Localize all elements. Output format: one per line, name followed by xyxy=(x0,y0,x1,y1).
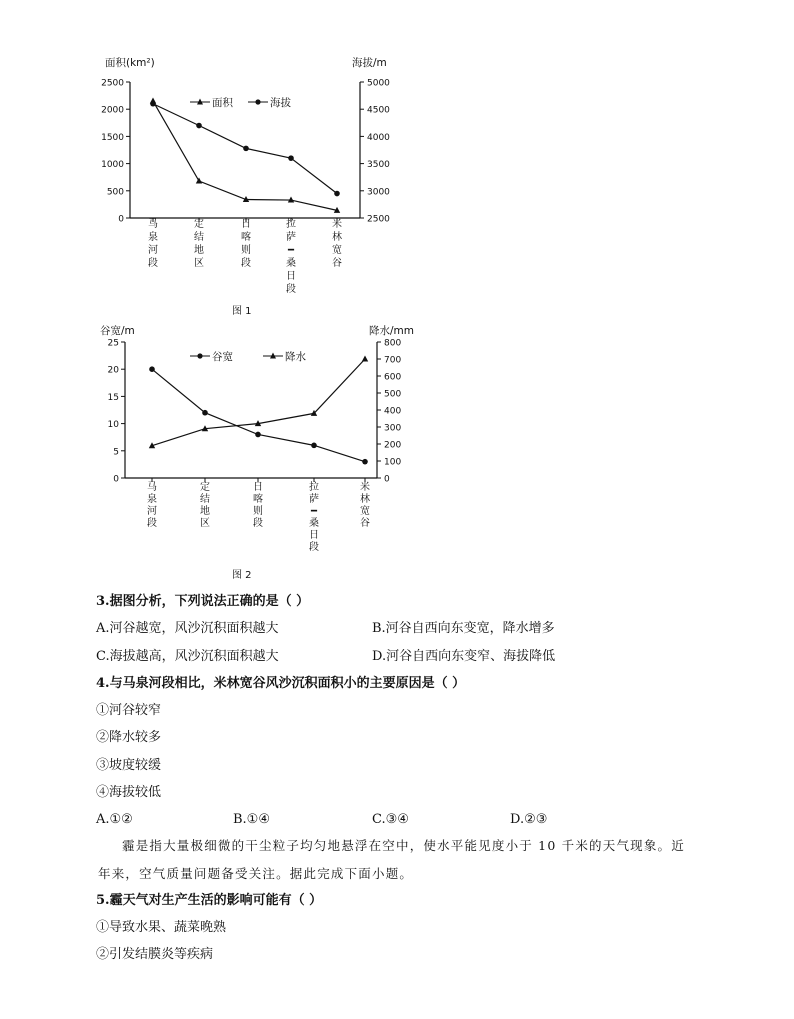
left-tick-label: 2500 xyxy=(101,78,124,89)
left-tick-label: 1500 xyxy=(101,132,124,143)
question-5-stem: 5.霾天气对生产生活的影响可能有（ ） xyxy=(96,893,323,908)
category-label-char: 日 xyxy=(241,219,251,230)
left-tick-label: 10 xyxy=(107,420,119,431)
category-label-char: 段 xyxy=(253,518,263,529)
category-label-char: 泉 xyxy=(148,232,158,243)
category-label-char: 日 xyxy=(309,530,319,541)
right-tick-label: 200 xyxy=(384,440,402,451)
category-label-char: 河 xyxy=(148,245,158,256)
data-point-circle xyxy=(150,101,156,107)
right-axis-title: 降水/mm xyxy=(369,325,414,337)
category-label-char: 桑 xyxy=(286,258,296,269)
data-point-circle xyxy=(334,191,340,197)
right-axis-title: 海拔/m xyxy=(352,57,387,69)
data-point-circle xyxy=(149,366,155,372)
q4-item-4: ④海拔较低 xyxy=(96,785,162,800)
legend-marker-circle xyxy=(197,353,202,358)
category-label-char: 桑 xyxy=(309,518,319,529)
legend-marker-circle xyxy=(255,99,260,104)
left-tick-label: 0 xyxy=(113,474,119,485)
left-axis-title: 面积(km²) xyxy=(105,57,155,69)
data-point-triangle xyxy=(196,178,202,184)
right-tick-label: 700 xyxy=(384,355,402,366)
q4-item-3: ③坡度较缓 xyxy=(96,758,162,773)
q3-option-b[interactable]: B.河谷自西向东变宽，降水增多 xyxy=(372,621,555,636)
category-label-char: 萨 xyxy=(309,494,319,505)
right-tick-label: 300 xyxy=(384,423,402,434)
right-tick-label: 100 xyxy=(384,457,402,468)
category-label-char: 喀 xyxy=(241,232,251,243)
left-tick-label: 5 xyxy=(113,447,119,458)
data-point-circle xyxy=(288,155,294,161)
legend-label: 海拔 xyxy=(270,97,291,109)
q3-option-c[interactable]: C.海拔越高，风沙沉积面积越大 xyxy=(96,649,279,664)
category-label-char: 区 xyxy=(200,518,210,529)
left-axis-title: 谷宽/m xyxy=(100,325,135,337)
question-3-stem: 3.据图分析，下列说法正确的是（ ） xyxy=(96,594,310,609)
category-label-char: 米 xyxy=(360,482,370,493)
category-label-char: 段 xyxy=(148,258,158,269)
category-label-char: 米 xyxy=(332,219,342,230)
chart-valley-precipitation xyxy=(0,315,440,585)
q4-item-1: ①河谷较窄 xyxy=(96,703,162,718)
figure-caption: 图 2 xyxy=(232,570,252,581)
legend-label: 降水 xyxy=(285,351,306,363)
category-label-char: 林 xyxy=(332,232,342,243)
left-tick-label: 2000 xyxy=(101,105,124,116)
category-label-char: 河 xyxy=(147,506,157,517)
right-tick-label: 4500 xyxy=(367,105,390,116)
category-label-char: 结 xyxy=(200,494,210,505)
category-label-char: 谷 xyxy=(332,258,342,269)
category-label-char: 马 xyxy=(148,219,158,230)
category-label-char: 马 xyxy=(147,482,157,493)
data-point-circle xyxy=(311,443,317,449)
left-tick-label: 25 xyxy=(107,338,119,349)
left-tick-label: 0 xyxy=(118,214,124,225)
right-tick-label: 800 xyxy=(384,338,402,349)
category-label-char: 段 xyxy=(309,542,319,553)
category-label-char: 宽 xyxy=(360,506,370,517)
category-label-char: 地 xyxy=(194,245,204,256)
q5-item-2: ②引发结膜炎等疾病 xyxy=(96,947,214,962)
legend-label: 面积 xyxy=(212,97,233,109)
right-tick-label: 5000 xyxy=(367,78,390,89)
legend-label: 谷宽 xyxy=(212,351,233,363)
category-label-char: 地 xyxy=(200,506,210,517)
right-tick-label: 600 xyxy=(384,372,402,383)
right-tick-label: 3000 xyxy=(367,187,390,198)
data-point-circle xyxy=(362,459,368,465)
q4-option-b[interactable]: B.①④ xyxy=(233,812,270,827)
left-tick-label: 15 xyxy=(107,392,119,403)
data-point-circle xyxy=(196,123,202,129)
q3-option-a[interactable]: A.河谷越宽，风沙沉积面积越大 xyxy=(96,621,279,636)
category-label-char: 拉 xyxy=(286,219,296,230)
category-label-char: 谷 xyxy=(360,518,370,529)
category-label-char: 段 xyxy=(286,284,296,295)
chart-area-elevation xyxy=(0,40,420,320)
category-label-char: 段 xyxy=(241,258,251,269)
q3-option-d[interactable]: D.河谷自西向东变窄、海拔降低 xyxy=(372,649,556,664)
category-label-char: 日 xyxy=(253,482,263,493)
data-point-circle xyxy=(243,146,249,152)
q5-item-1: ①导致水果、蔬菜晚熟 xyxy=(96,920,227,935)
question-4-stem: 4.与马泉河段相比，米林宽谷风沙沉积面积小的主要原因是（ ） xyxy=(96,676,466,691)
category-label-char: ━ xyxy=(287,245,295,256)
left-tick-label: 1000 xyxy=(101,160,124,171)
category-label-char: 则 xyxy=(253,506,263,517)
right-tick-label: 2500 xyxy=(367,214,390,225)
category-label-char: 泉 xyxy=(147,494,157,505)
category-label-char: 拉 xyxy=(309,482,319,493)
left-tick-label: 20 xyxy=(107,365,119,376)
category-label-char: 宽 xyxy=(332,245,342,256)
category-label-char: 定 xyxy=(194,219,204,230)
category-label-char: ━ xyxy=(310,506,318,517)
category-label-char: 定 xyxy=(200,482,210,493)
series-line-谷宽 xyxy=(152,369,365,461)
data-point-circle xyxy=(202,410,208,416)
q4-option-c[interactable]: C.③④ xyxy=(372,812,409,827)
data-point-triangle xyxy=(362,356,368,362)
right-tick-label: 3500 xyxy=(367,160,390,171)
category-label-char: 日 xyxy=(286,271,296,282)
data-point-circle xyxy=(255,432,261,438)
haze-passage: 霾是指大量极细微的干尘粒子均匀地悬浮在空中，使水平能见度小于 10 千米的天气现象。近年来，空气质量问题备受关注。据此完成下面小题。 xyxy=(98,838,685,881)
category-label-char: 则 xyxy=(241,245,251,256)
category-label-char: 段 xyxy=(147,518,157,529)
right-tick-label: 400 xyxy=(384,406,402,417)
q4-option-d[interactable]: D.②③ xyxy=(510,812,548,827)
right-tick-label: 4000 xyxy=(367,132,390,143)
category-label-char: 结 xyxy=(194,232,204,243)
figure-caption: 图 1 xyxy=(232,306,252,317)
category-label-char: 喀 xyxy=(253,494,263,505)
q4-option-a[interactable]: A.①② xyxy=(96,812,133,827)
q4-item-2: ②降水较多 xyxy=(96,730,162,745)
category-label-char: 区 xyxy=(194,258,204,269)
category-label-char: 萨 xyxy=(286,232,296,243)
left-tick-label: 500 xyxy=(106,187,124,198)
category-label-char: 林 xyxy=(360,494,370,505)
right-tick-label: 500 xyxy=(384,389,402,400)
right-tick-label: 0 xyxy=(384,474,390,485)
